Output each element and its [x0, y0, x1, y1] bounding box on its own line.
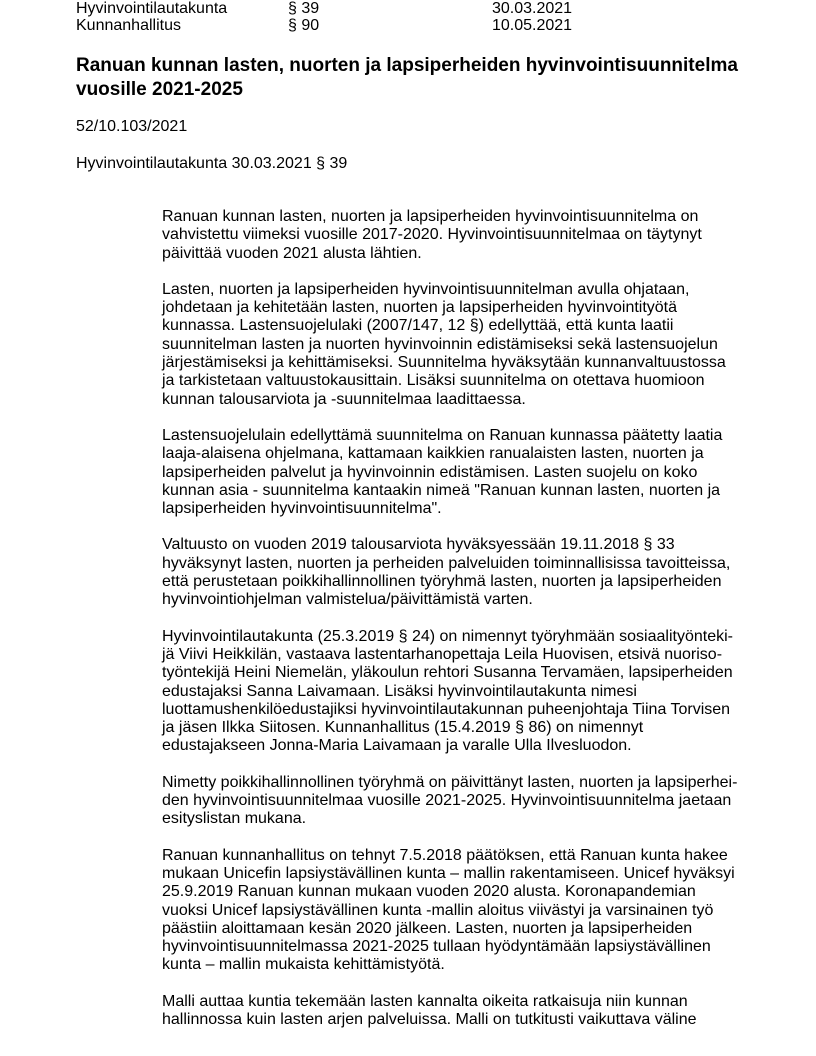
- paragraph-line: työntekijä Heini Niemelän, yläkoulun rehtori Susanna Tervamäen, lapsiperheiden: [162, 664, 733, 682]
- paragraph-line: ja tarkistetaan valtuustokausittain. Lisäksi suunnitelma on otettava huomioon: [162, 372, 705, 390]
- paragraph-line: 25.9.2019 Ranuan kunnan mukaan vuoden 2020 alusta. Koronapandemian: [162, 883, 696, 901]
- body-paragraph: [162, 536, 762, 609]
- body-paragraph: [162, 427, 762, 518]
- paragraph-line: vahvistettu viimeksi vuosille 2017-2020. Hyvinvointisuunnitelmaa on täytynyt: [162, 226, 702, 244]
- paragraph-line: hyvinvointiohjelman valmistelua/päivittämistä varten.: [162, 591, 533, 609]
- paragraph-line: kunnan asia - suunnitelma kantaakin nimeä "Ranuan kunnan lasten, nuorten ja: [162, 481, 721, 499]
- paragraph-line: Malli auttaa kuntia tekemään lasten kannalta oikeita ratkaisuja niin kunnan: [162, 992, 688, 1010]
- paragraph-line: lapsiperheiden hyvinvointisuunnitelma".: [162, 500, 442, 518]
- paragraph-line: Nimetty poikkihallinnollinen työryhmä on päivittänyt lasten, nuorten ja lapsiperhei-: [162, 773, 738, 791]
- paragraph-line: Lasten, nuorten ja lapsiperheiden hyvinvointisuunnitelman avulla ohjataan,: [162, 280, 690, 298]
- body-paragraph: [162, 208, 762, 263]
- paragraph-line: kunnassa. Lastensuojelulaki (2007/147, 12 §) edellyttää, että kunta laatii: [162, 317, 674, 335]
- header-row: [76, 17, 636, 35]
- paragraph-line: suunnitelman lasten ja nuorten hyvinvoinnin edistämiseksi sekä lastensuojelun: [162, 335, 718, 353]
- paragraph-line: den hyvinvointisuunnitelmaa vuosille 2021-2025. Hyvinvointisuunnitelma jaetaan: [162, 792, 732, 810]
- paragraph-line: hallinnossa kuin lasten arjen palveluissa. Malli on tutkitusti vaikuttava väline: [162, 1010, 697, 1028]
- document-body: [162, 208, 762, 1047]
- paragraph-line: kunta – mallin mukaista kehittämistyötä.: [162, 956, 445, 974]
- paragraph-line: että perustetaan poikkihallinnollinen työryhmä lasten, nuorten ja lapsiperheiden: [162, 573, 722, 591]
- paragraph-line: jä Viivi Heikkilän, vastaava lastentarhanopettaja Leila Huovisen, etsivä nuoriso-: [162, 645, 723, 663]
- header-body-name: Kunnanhallitus: [76, 17, 181, 34]
- paragraph-line: mukaan Unicefin lapsiystävällinen kunta – mallin rakentamiseen. Unicef hyväksyi: [162, 864, 735, 882]
- paragraph-line: vuoksi Unicef lapsiystävällinen kunta -mallin aloitus viivästyi ja varsinainen työ: [162, 901, 714, 919]
- paragraph-line: Ranuan kunnanhallitus on tehnyt 7.5.2018 päätöksen, että Ranuan kunta hakee: [162, 846, 728, 864]
- paragraph-line: päivittää vuoden 2021 alusta lähtien.: [162, 244, 422, 262]
- paragraph-line: laaja-alaisena ohjelmana, kattamaan kaikkien ranualaisten lasten, nuorten ja: [162, 445, 704, 463]
- paragraph-line: edustajaksi Sanna Laivamaan. Lisäksi hyvinvointilautakunta nimesi: [162, 682, 637, 700]
- header-row: [76, 0, 636, 18]
- body-paragraph: [162, 847, 762, 975]
- body-paragraph: [162, 993, 762, 1030]
- paragraph-line: hyvinvointisuunnitelmassa 2021-2025 tullaan hyödyntämään lapsiystävällinen: [162, 938, 711, 956]
- paragraph-line: kunnan talousarviota ja -suunnitelmaa laadittaessa.: [162, 390, 526, 408]
- paragraph-line: Lastensuojelulain edellyttämä suunnitelma on Ranuan kunnassa päätetty laatia: [162, 426, 723, 444]
- header-section: § 39: [288, 0, 320, 17]
- paragraph-line: Valtuusto on vuoden 2019 talousarviota hyväksyessään 19.11.2018 § 33: [162, 536, 675, 554]
- paragraph-line: järjestämiseksi ja kehittämiseksi. Suunnitelma hyväksytään kunnanvaltuustossa: [162, 354, 726, 372]
- paragraph-line: Hyvinvointilautakunta (25.3.2019 § 24) on nimennyt työryhmään sosiaalityönteki-: [162, 627, 733, 645]
- header-date: 30.03.2021: [492, 0, 573, 17]
- paragraph-line: esityslistan mukana.: [162, 810, 307, 828]
- paragraph-line: hyväksynyt lasten, nuorten ja perheiden palveluiden toiminnallisissa tavoitteissa,: [162, 554, 731, 572]
- paragraph-line: Ranuan kunnan lasten, nuorten ja lapsiperheiden hyvinvointisuunnitelma on: [162, 208, 699, 225]
- paragraph-line: edustajakseen Jonna-Maria Laivamaan ja varalle Ulla Ilvesluodon.: [162, 737, 632, 755]
- paragraph-line: ja jäsen Ilkka Siitosen. Kunnanhallitus (15.4.2019 § 86) on nimennyt: [162, 719, 644, 737]
- title-line: vuosille 2021-2025: [76, 79, 243, 100]
- title-line: Ranuan kunnan lasten, nuorten ja lapsiperheiden hyvinvointisuunnitelma: [76, 55, 738, 76]
- body-paragraph: [162, 774, 762, 829]
- body-paragraph: [162, 281, 762, 409]
- header-date: 10.05.2021: [492, 17, 573, 34]
- record-number: 52/10.103/2021: [76, 118, 188, 135]
- paragraph-line: lapsiperheiden palvelut ja hyvinvoinnin edistämisen. Lasten suojelu on koko: [162, 463, 698, 481]
- paragraph-line: päästiin aloittamaan kesän 2020 jälkeen. Lasten, nuorten ja lapsiperheiden: [162, 919, 693, 937]
- header-body-name: Hyvinvointilautakunta: [76, 0, 228, 17]
- meeting-reference: Hyvinvointilautakunta 30.03.2021 § 39: [76, 155, 348, 172]
- paragraph-line: johdetaan ja kehitetään lasten, nuorten ja lapsiperheiden hyvinvointityötä: [162, 299, 678, 317]
- header-section: § 90: [288, 17, 320, 34]
- paragraph-line: luottamushenkilöedustajiksi hyvinvointilautakunnan puheenjohtaja Tiina Torvisen: [162, 700, 731, 718]
- document-title: [76, 54, 756, 102]
- body-paragraph: [162, 628, 762, 756]
